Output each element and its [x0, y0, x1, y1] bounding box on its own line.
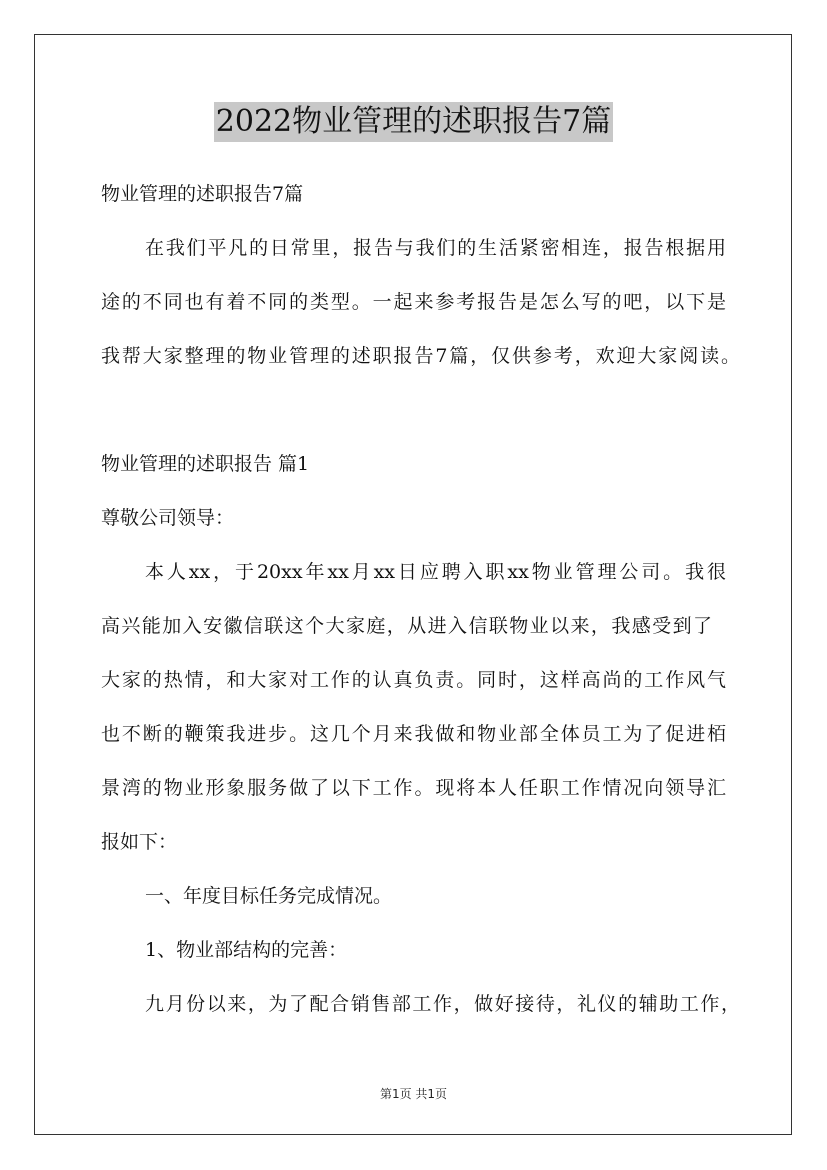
paragraph-line: 途的不同也有着不同的类型。一起来参考报告是怎么写的吧，以下是 — [101, 291, 726, 313]
paragraph-line: 也不断的鞭策我进步。这几个月来我做和物业部全体员工为了促进栢 — [101, 723, 726, 745]
page-footer: 第1页 共1页 — [379, 1087, 448, 1101]
paragraph-line: 高兴能加入安徽信联这个大家庭，从进入信联物业以来，我感受到了 — [101, 615, 712, 637]
paragraph-line: 我帮大家整理的物业管理的述职报告7篇，仅供参考，欢迎大家阅读。 — [101, 345, 740, 367]
document-title: 2022物业管理的述职报告7篇 — [214, 102, 613, 142]
paragraph-line: 九月份以来，为了配合销售部工作，做好接待，礼仪的辅助工作， — [145, 993, 740, 1015]
subtitle-line: 物业管理的述职报告7篇 — [101, 183, 304, 205]
section-heading: 物业管理的述职报告 篇1 — [101, 453, 310, 475]
paragraph-line: 报如下： — [101, 831, 178, 853]
paragraph-line: 本人xx，于20xx年xx月xx日应聘入职xx物业管理公司。我很 — [145, 561, 726, 583]
paragraph-line: 大家的热情，和大家对工作的认真负责。同时，这样高尚的工作风气 — [101, 669, 726, 691]
paragraph-line: 在我们平凡的日常里，报告与我们的生活紧密相连，报告根据用 — [145, 237, 726, 259]
list-subheading: 1、物业部结构的完善： — [145, 939, 348, 961]
list-heading: 一、年度目标任务完成情况。 — [145, 885, 393, 907]
paragraph-line: 景湾的物业形象服务做了以下工作。现将本人任职工作情况向领导汇 — [101, 777, 726, 799]
title-container — [0, 102, 827, 142]
salutation-line: 尊敬公司领导： — [101, 507, 235, 529]
